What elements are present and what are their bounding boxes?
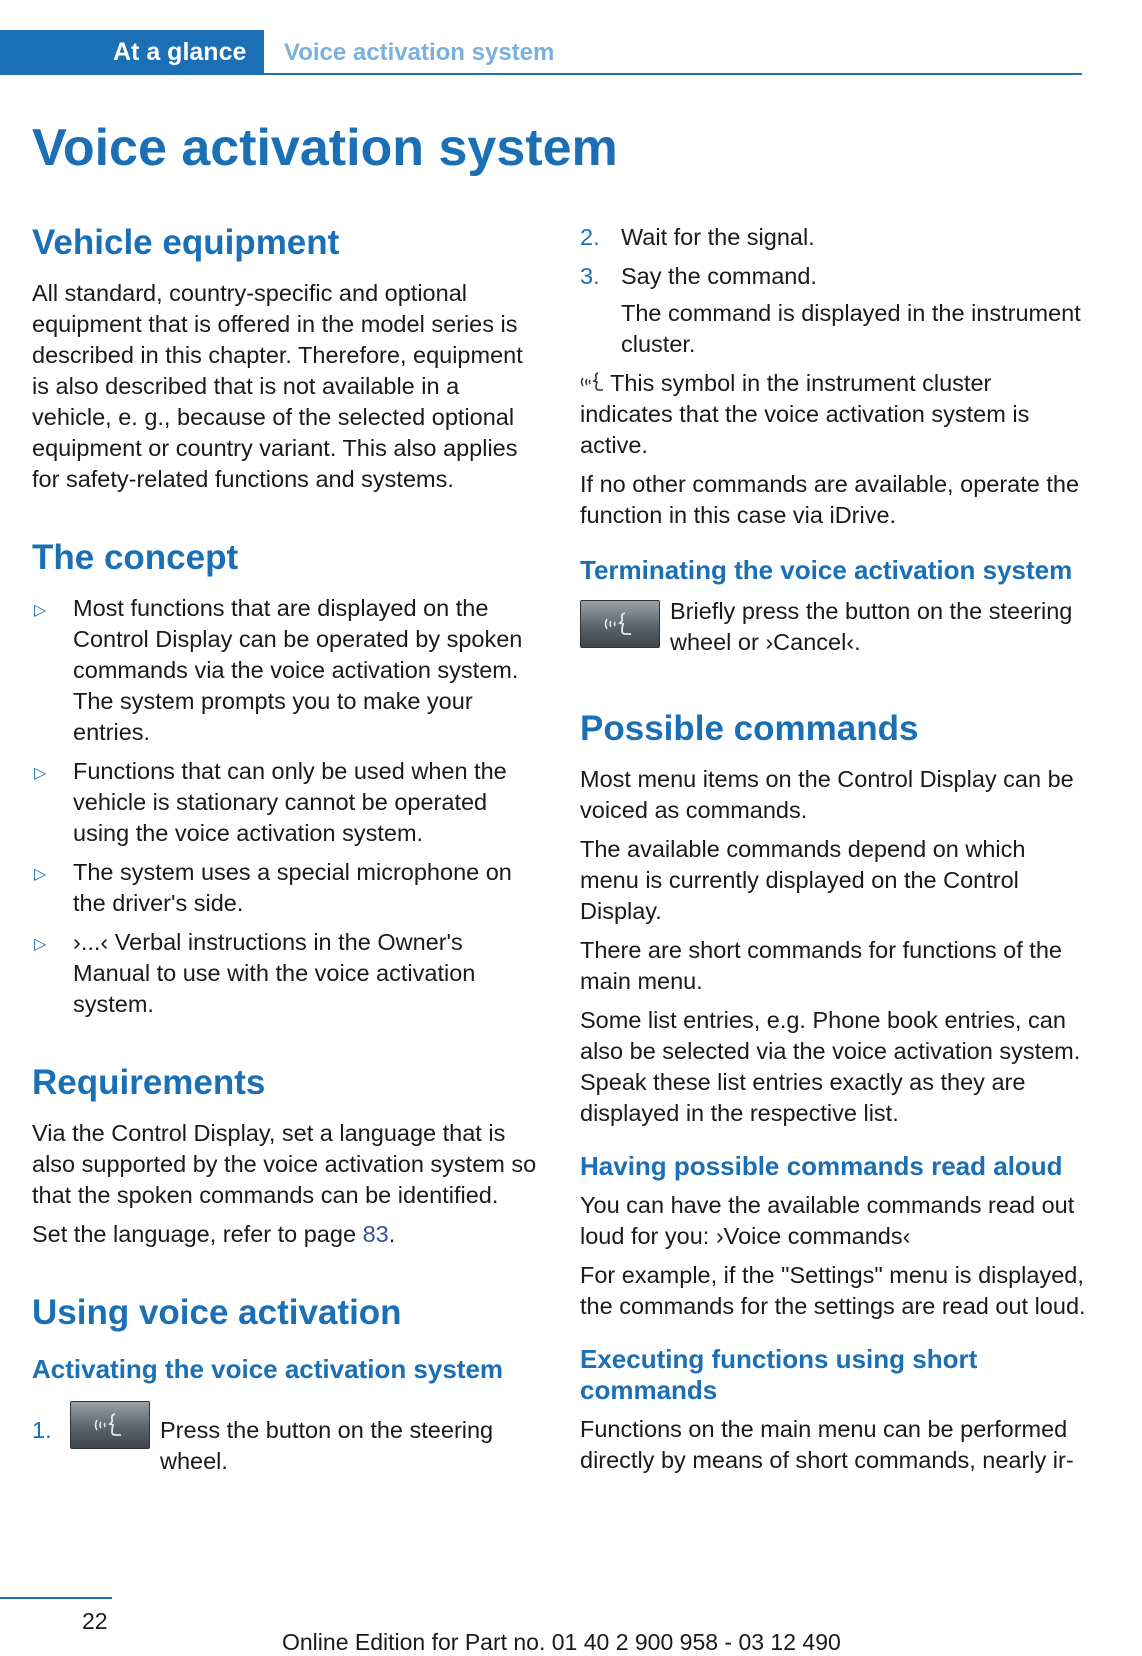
possible-paragraph: The available commands depend on which menu is currently displayed on the Control Display. (580, 836, 1026, 924)
right-column (580, 222, 1088, 1484)
list-item: 2. Wait for the signal. (580, 224, 815, 250)
heading-read-aloud: Having possible commands read aloud (580, 1151, 1063, 1181)
page-ref-link[interactable]: 83 (362, 1221, 389, 1247)
header-section-title: Voice activation system (284, 39, 555, 66)
bullet-triangle-icon: ▷ (34, 936, 47, 953)
short-commands-text: Functions on the main menu can be performed directly by means of short commands, nearly ir- (580, 1416, 1074, 1473)
step-number: 1. (32, 1417, 52, 1443)
step-1 (32, 1401, 544, 1477)
bullet-triangle-icon: ▷ (34, 602, 47, 619)
page-number: 22 (82, 1608, 108, 1634)
read-aloud-paragraph: For example, if the "Settings" menu is displayed, the commands for the settings are read out loud. (580, 1262, 1086, 1319)
voice-button-image (580, 600, 660, 648)
header-tab: At a glance (0, 30, 264, 75)
terminating-row (580, 596, 1088, 658)
heading-activating: Activating the voice activation system (32, 1354, 504, 1384)
header-rule (264, 73, 1082, 75)
heading-possible-commands: Possible commands (580, 709, 919, 748)
symbol-note: This symbol in the instrument cluster indicates that the voice activation system is active. (580, 370, 1030, 458)
list-item: ▷ ›...‹ Verbal instructions in the Owner's Manual to use with the voice activation system. (34, 929, 476, 1017)
heading-vehicle-equipment: Vehicle equipment (32, 223, 340, 262)
requirements-ref: Set the language, refer to page 83. (32, 1221, 396, 1247)
read-aloud-paragraph: You can have the available commands read out loud for you: ›Voice commands‹ (580, 1192, 1075, 1249)
heading-short-commands: Executing functions using short commands (580, 1344, 978, 1405)
page-title: Voice activation system (32, 119, 618, 177)
step-3-detail: The command is displayed in the instrument cluster. (621, 300, 1081, 357)
requirements-text: Via the Control Display, set a language that is also supported by the voice activation system so that the spoken commands can be identified. (32, 1120, 537, 1208)
voice-symbol-icon (580, 370, 606, 394)
possible-paragraph: There are short commands for functions of the main menu. (580, 937, 1062, 994)
voice-command-icon (603, 609, 637, 639)
concept-list (32, 593, 544, 1020)
heading-terminating: Terminating the voice activation system (580, 555, 1073, 585)
list-item: 3. Say the command. (580, 263, 817, 289)
list-item: ▷ Functions that can only be used when the vehicle is stationary cannot be operated using the voice activation system. (34, 758, 507, 846)
list-item: ▷ Most functions that are displayed on the Control Display can be operated by spoken commands via the voice activation system. The system prompts you to make your entries. (34, 595, 523, 745)
heading-requirements: Requirements (32, 1063, 266, 1102)
voice-button-image (70, 1401, 150, 1449)
voice-command-icon (93, 1410, 127, 1440)
footer-edition: Online Edition for Part no. 01 40 2 900 958 - 03 12 490 (282, 1629, 841, 1655)
bullet-triangle-icon: ▷ (34, 765, 47, 782)
left-column (32, 222, 544, 1477)
no-commands-text: If no other commands are available, operate the function in this case via iDrive. (580, 471, 1080, 528)
step-1-text: Press the button on the steering wheel. (160, 1417, 494, 1474)
terminating-text: Briefly press the button on the steering wheel or ›Cancel‹. (670, 598, 1073, 655)
vehicle-equipment-text: All standard, country-specific and optional equipment that is offered in the model series is described in this chapter. Therefore, equipment is also described that is not available in a vehicle, e. g., because of the selected optional equipment or country variant. This also applies for safety-related functions and systems. (32, 280, 523, 492)
heading-concept: The concept (32, 538, 239, 577)
bullet-triangle-icon: ▷ (34, 866, 47, 883)
possible-paragraph: Most menu items on the Control Display can be voiced as commands. (580, 766, 1074, 823)
steps-list (580, 222, 1088, 292)
page-number-rule (0, 1597, 112, 1599)
possible-paragraph: Some list entries, e.g. Phone book entries, can also be selected via the voice activation system. Speak these list entries exactly as they are displayed in the respective list. (580, 1007, 1081, 1126)
list-item: ▷ The system uses a special microphone on the driver's side. (34, 859, 512, 916)
heading-using-voice-activation: Using voice activation (32, 1293, 402, 1332)
